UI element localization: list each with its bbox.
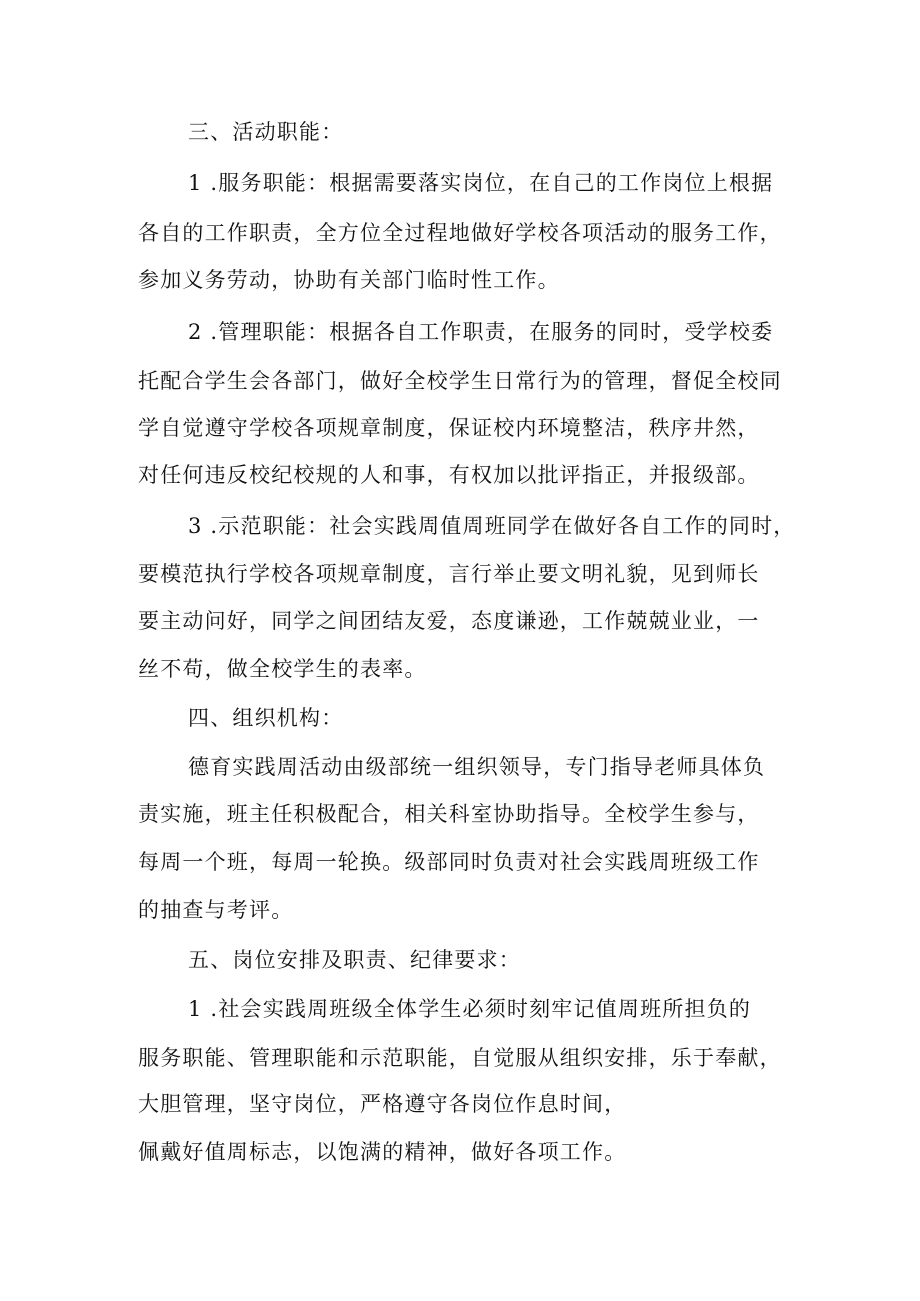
paragraph-line: 服务职能、管理职能和示范职能，自觉服从组织安排，乐于奉献，: [138, 1046, 782, 1070]
paragraph-line: 丝不苟，做全校学生的表率。: [138, 657, 427, 681]
paragraph-line: 责实施，班主任积极配合，相关科室协助指导。全校学生参与，: [138, 802, 760, 826]
paragraph-line: 要模范执行学校各项规章制度，言行举止要文明礼貌，见到师长: [138, 562, 760, 586]
paragraph-line: 参加义务劳动，协助有关部门临时性工作。: [138, 268, 560, 292]
paragraph-line: 对任何违反校纪校规的人和事，有权加以批评指正，并报级部。: [138, 463, 760, 487]
paragraph-line: 学自觉遵守学校各项规章制度，保证校内环境整洁，秩序井然，: [138, 416, 760, 440]
section-heading-activity-functions: 三、活动职能：: [188, 120, 344, 144]
paragraph-line: 托配合学生会各部门，做好全校学生日常行为的管理，督促全校同: [138, 369, 782, 393]
paragraph-line: 2 .管理职能：根据各自工作职责，在服务的同时，受学校委: [188, 320, 774, 344]
paragraph-line: 德育实践周活动由级部统一组织领导，专门指导老师具体负: [188, 755, 766, 779]
paragraph-line: 大胆管理，坚守岗位，严格遵守各岗位作息时间，: [138, 1092, 627, 1116]
paragraph-line: 3 .示范职能：社会实践周值周班同学在做好各自工作的同时，: [188, 514, 796, 538]
paragraph-line: 1 .服务职能：根据需要落实岗位，在自己的工作岗位上根据: [188, 171, 774, 195]
paragraph-line: 要主动问好，同学之间团结友爱，态度谦逊，工作兢兢业业，一: [138, 609, 760, 633]
paragraph-line: 佩戴好值周标志，以饱满的精神，做好各项工作。: [138, 1140, 627, 1164]
section-heading-assignments: 五、岗位安排及职责、纪律要求：: [188, 948, 521, 972]
paragraph-line: 各自的工作职责，全方位全过程地做好学校各项活动的服务工作，: [138, 221, 782, 245]
section-heading-organization: 四、组织机构：: [188, 706, 344, 730]
paragraph-line: 1 .社会实践周班级全体学生必须时刻牢记值周班所担负的: [188, 997, 752, 1021]
paragraph-line: 的抽查与考评。: [138, 898, 294, 922]
paragraph-line: 每周一个班，每周一轮换。级部同时负责对社会实践周班级工作: [138, 850, 760, 874]
